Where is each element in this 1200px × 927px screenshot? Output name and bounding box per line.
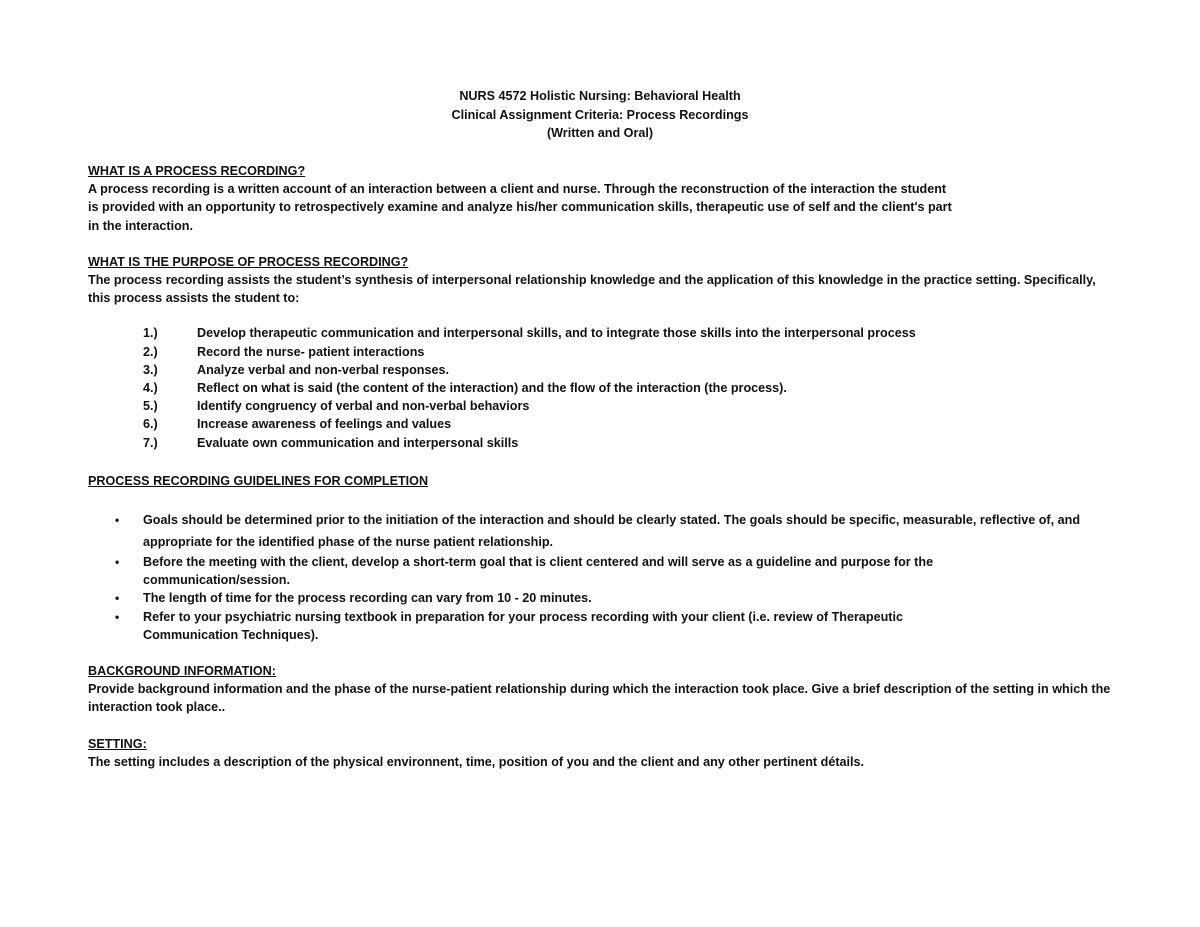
list-item (88, 589, 1118, 607)
section-heading: PROCESS RECORDING GUIDELINES FOR COMPLETION (88, 473, 429, 488)
guidelines-bullet-list (88, 510, 1118, 644)
list-item-text: Refer to your psychiatric nursing textbook in preparation for your process recording with your client (i.e. review of Therapeutic Communication Techniques). (143, 609, 903, 642)
section-heading: WHAT IS A PROCESS RECORDING? (88, 164, 306, 178)
list-item-number: 3.) (143, 362, 158, 377)
list-item (88, 343, 1118, 361)
bullet-icon: • (115, 591, 120, 606)
list-item-number: 1.) (143, 326, 158, 341)
list-item-number: 6.) (143, 417, 158, 432)
list-item-text: Evaluate own communication and interpersonal skills (197, 435, 519, 450)
list-item-text: Increase awareness of feelings and values (197, 417, 452, 432)
section-paragraph: The process recording assists the student’s synthesis of interpersonal relationship knowledge and the application of this knowledge in the practice setting. Specifically, this process assists the student to: (88, 273, 1096, 306)
list-item-text: Identify congruency of verbal and non-verbal behaviors (197, 399, 530, 414)
section-guidelines (88, 472, 1118, 644)
document-title (0, 87, 1200, 143)
section-background (88, 662, 1118, 717)
list-item-text: Develop therapeutic communication and interpersonal skills, and to integrate those skills into the interpersonal process (197, 326, 916, 341)
list-item-text: Before the meeting with the client, develop a short-term goal that is client centered and will serve as a guideline and purpose for the communication/session. (143, 555, 934, 588)
list-item-text: Goals should be determined prior to the initiation of the interaction and should be clearly stated. The goals should be specific, measurable, reflective of, and appropriate for the identified phase of the nurse patient relationship. (143, 513, 1081, 549)
section-purpose (88, 253, 1118, 452)
section-heading: SETTING: (88, 736, 147, 751)
list-item-number: 2.) (143, 344, 158, 359)
document-body (88, 162, 1118, 771)
purpose-numbered-list (88, 324, 1118, 451)
list-item (88, 553, 993, 589)
list-item-text: The length of time for the process recording can vary from 10 - 20 minutes. (143, 591, 592, 606)
list-item (88, 608, 993, 644)
list-item-text: Record the nurse- patient interactions (197, 344, 425, 359)
bullet-icon: • (115, 609, 120, 624)
list-item-text: Reflect on what is said (the content of the interaction) and the flow of the interaction (the process). (197, 381, 787, 396)
bullet-icon: • (115, 555, 120, 570)
section-setting (88, 735, 1118, 771)
section-paragraph: Provide background information and the phase of the nurse-patient relationship during which the interaction took place. Give a brief description of the setting in which the interaction took place.. (88, 682, 1111, 715)
list-item-number: 7.) (143, 435, 158, 450)
section-heading: BACKGROUND INFORMATION: (88, 664, 276, 679)
list-item (88, 379, 1118, 397)
list-item-text: Analyze verbal and non-verbal responses. (197, 362, 449, 377)
title-format-line: (Written and Oral) (546, 126, 654, 140)
section-paragraph: The setting includes a description of the physical environnent, time, position of you and the client and any other pertinent détails. (88, 754, 865, 769)
section-heading: WHAT IS THE PURPOSE OF PROCESS RECORDING? (88, 254, 409, 269)
list-item (88, 361, 1118, 379)
list-item (88, 434, 1118, 452)
list-item (88, 397, 1118, 415)
list-item (88, 510, 1118, 553)
list-item-number: 4.) (143, 381, 158, 396)
section-what-is (88, 162, 1118, 235)
list-item (88, 324, 1118, 342)
list-item (88, 415, 1118, 433)
list-item-number: 5.) (143, 399, 158, 414)
section-paragraph: A process recording is a written account of an interaction between a client and nurse. Through the reconstruction of the interaction the student is provided with an opportunity to retrospectively examine and analyze his/her communication skills, therapeutic use of self and the client's part in the interaction. (88, 182, 952, 233)
bullet-icon: • (115, 513, 120, 528)
title-course-line: NURS 4572 Holistic Nursing: Behavioral Health (459, 89, 741, 103)
title-assignment-line: Clinical Assignment Criteria: Process Recordings (451, 107, 749, 122)
